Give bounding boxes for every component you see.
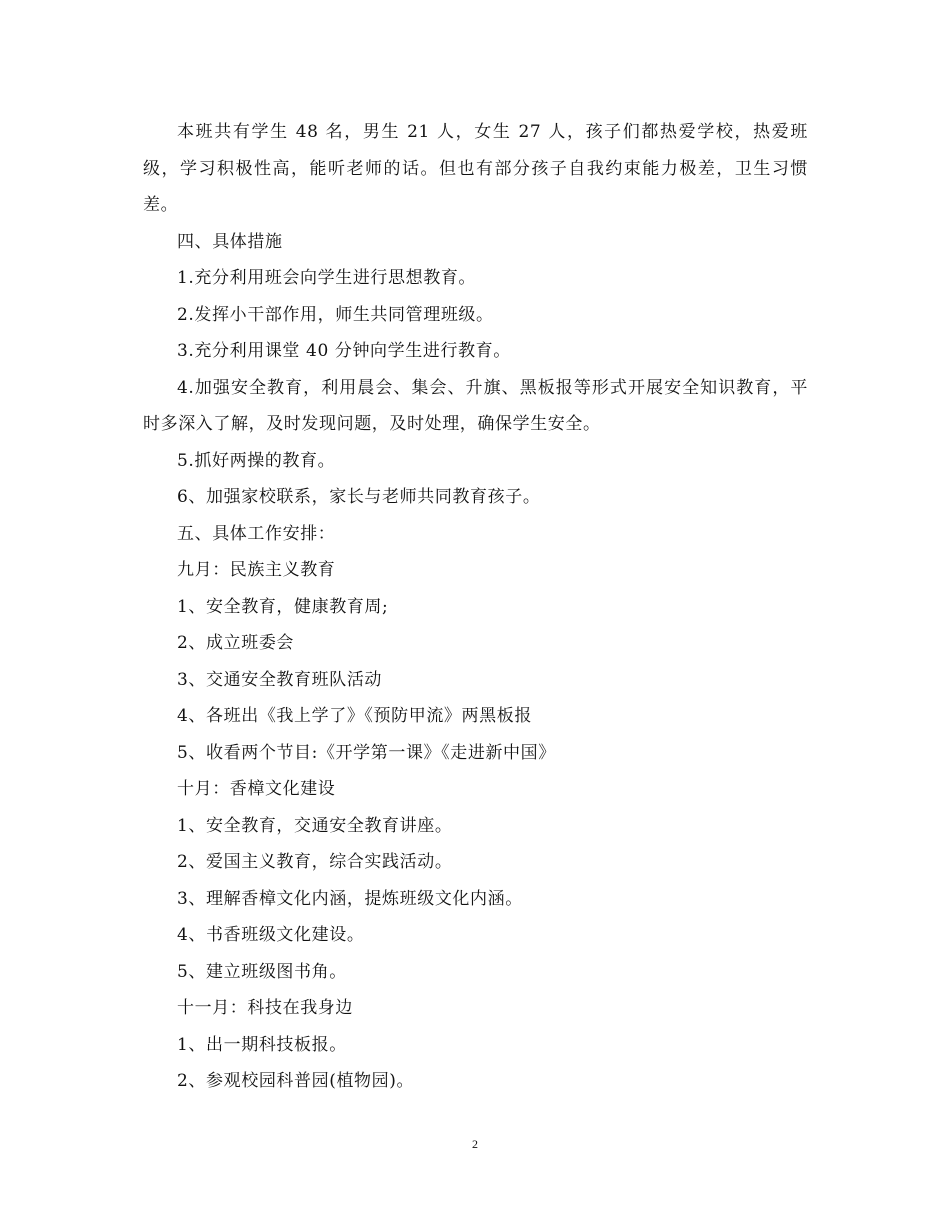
list-item: 4、各班出《我上学了》《预防甲流》两黑板报 [177,706,532,726]
list-item: 2、爱国主义教育，综合实践活动。 [177,852,453,872]
heading-work-arrangement: 五、具体工作安排： [177,523,336,544]
list-item: 4.加强安全教育，利用晨会、集会、升旗、黑板报等形式开展安全知识教育，平时多深入了解，及时发现问题，及时处理，确保学生安全。 [143,377,808,434]
page-number: 2 [472,1137,478,1151]
paragraph-class-overview: 本班共有学生 48 名，男生 21 人，女生 27 人，孩子们都热爱学校，热爱班级，学习积极性高，能听老师的话。但也有部分孩子自我约束能力极差，卫生习惯差。 [143,122,808,215]
month-heading-october: 十月：香樟文化建设 [177,779,336,799]
list-item: 1、安全教育，交通安全教育讲座。 [177,815,453,836]
document-body [143,114,808,1100]
list-item: 5、建立班级图书角。 [177,961,347,982]
list-item: 1、安全教育，健康教育周; [177,596,389,617]
list-item: 1.充分利用班会向学生进行思想教育。 [177,268,477,288]
list-item: 5、收看两个节目:《开学第一课》《走进新中国》 [177,742,556,763]
list-item: 5.抓好两操的教育。 [177,450,336,471]
list-item: 2、参观校园科普园(植物园)。 [177,1071,415,1091]
list-item: 6、加强家校联系，家长与老师共同教育孩子。 [177,487,541,507]
list-item: 4、书香班级文化建设。 [177,925,365,945]
list-item: 3、理解香樟文化内涵，提炼班级文化内涵。 [177,888,523,909]
month-heading-september: 九月：民族主义教育 [177,560,336,580]
list-item: 3、交通安全教育班队活动 [177,669,383,690]
list-item: 2、成立班委会 [177,633,295,653]
list-item: 2.发挥小干部作用，师生共同管理班级。 [177,304,494,325]
heading-specific-measures: 四、具体措施 [177,231,283,252]
month-heading-november: 十一月：科技在我身边 [177,998,353,1018]
list-item: 3.充分利用课堂 40 分钟向学生进行教育。 [177,341,511,361]
list-item: 1、出一期科技板报。 [177,1034,347,1055]
